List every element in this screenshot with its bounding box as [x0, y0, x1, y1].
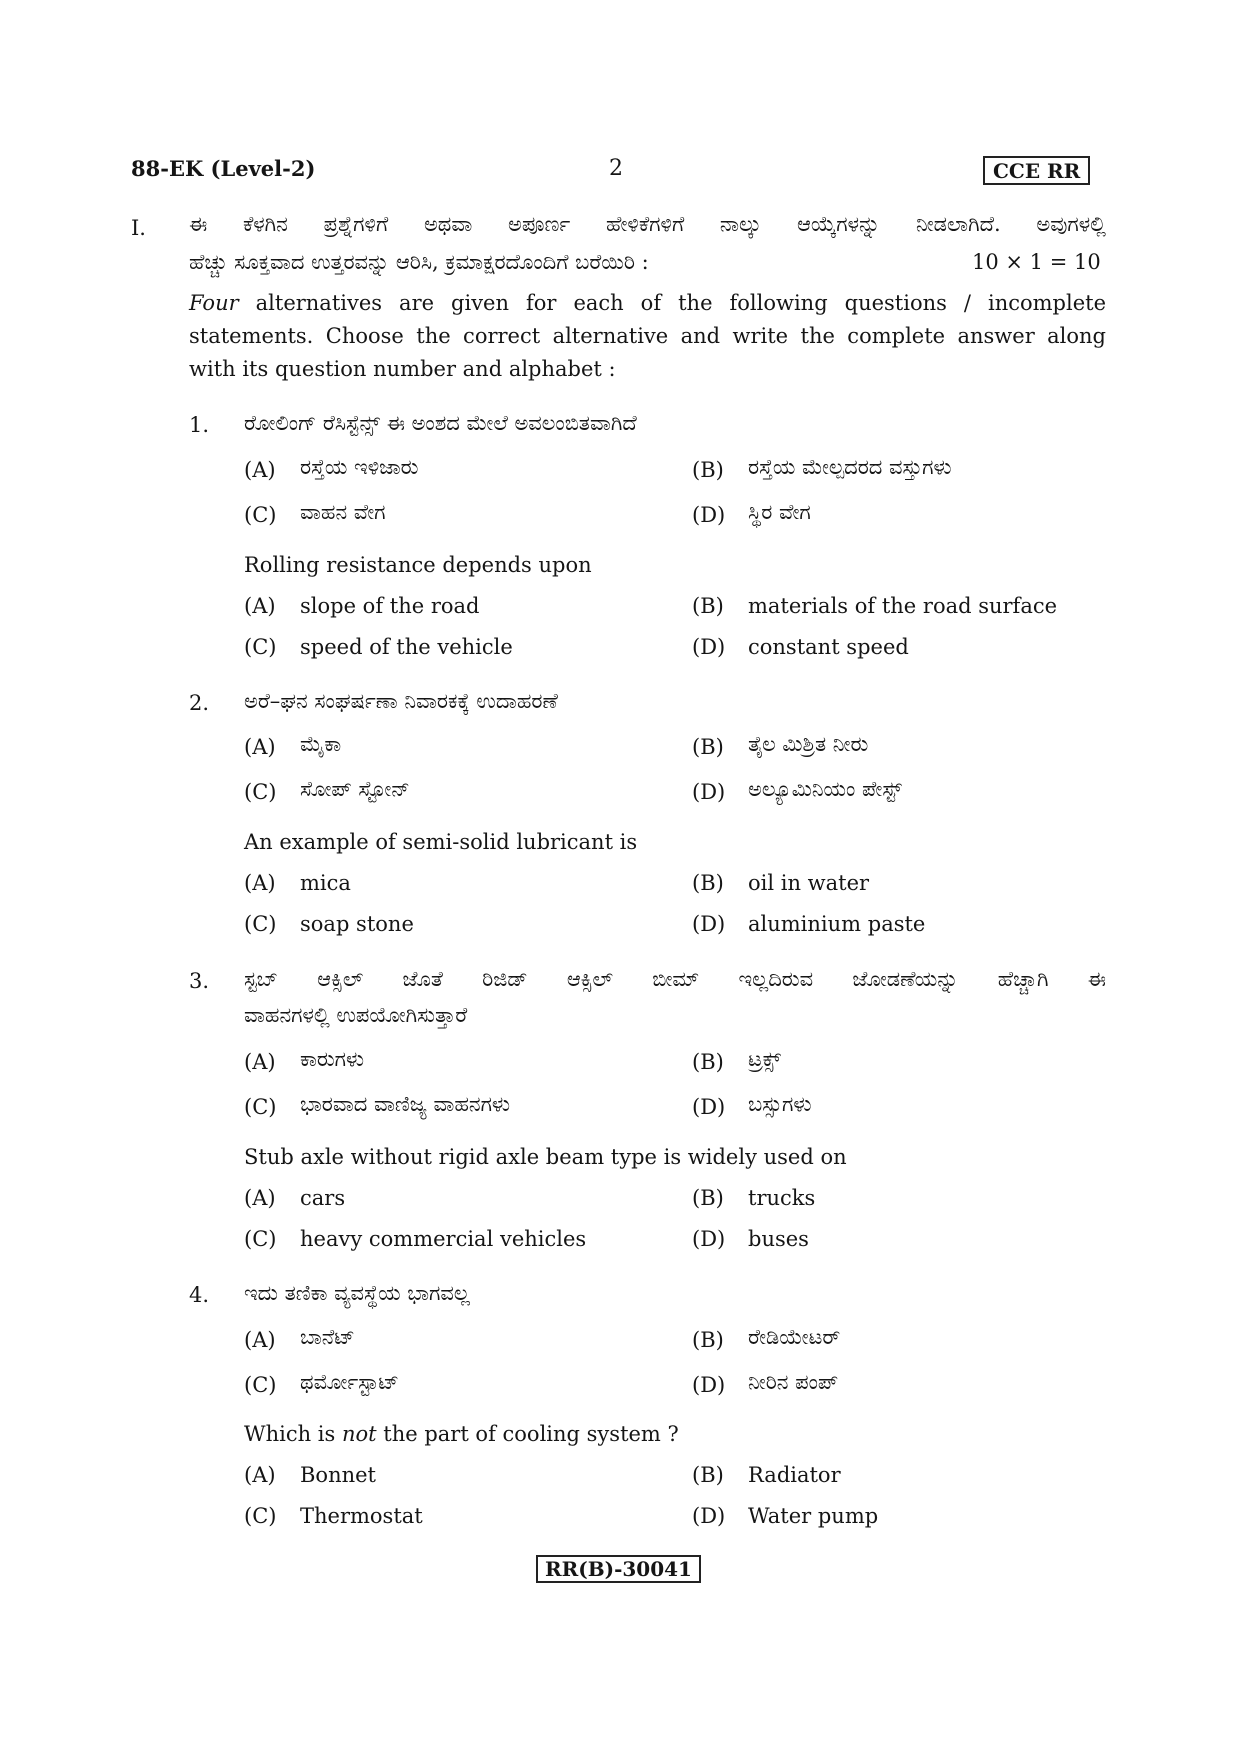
- option-letter: (A): [244, 1328, 276, 1352]
- option-text-kn: ಸ್ಥಿರ ವೇಗ: [748, 500, 811, 524]
- option-letter: (C): [244, 1095, 277, 1119]
- question-en-part1: Which is: [244, 1422, 342, 1446]
- question-en: An example of semi-solid lubricant is: [244, 830, 638, 854]
- page-number: 2: [609, 156, 623, 181]
- option-text-en: constant speed: [748, 635, 909, 659]
- question-kn-line1: ಸ್ಟಬ್ ಆಕ್ಸಿಲ್ ಜೊತೆ ರಿಜಿಡ್ ಆಕ್ಸಿಲ್ ಬೀಮ್ ಇಲ್ಲದಿರುವ ಜೋಡಣೆಯನ್ನು ಹೆಚ್ಚಾಗಿ ಈ: [244, 967, 1106, 991]
- question-number: 4.: [189, 1283, 210, 1307]
- question-en-part2: the part of cooling system ?: [376, 1422, 679, 1446]
- option-letter: (C): [244, 503, 277, 527]
- option-letter: (C): [244, 912, 277, 936]
- option-text-kn: ತೈಲ ಮಿಶ್ರಿತ ನೀರು: [748, 732, 869, 756]
- option-text-en: Water pump: [748, 1504, 879, 1528]
- option-text-en: Bonnet: [300, 1463, 376, 1487]
- option-text-kn: ಸೋಪ್ ಸ್ಟೋನ್: [300, 777, 410, 801]
- option-text-kn: ಬಸ್ಸುಗಳು: [748, 1092, 812, 1116]
- section-instruction-en-line1: [189, 291, 1106, 315]
- option-text-en: Thermostat: [300, 1504, 423, 1528]
- option-text-en: trucks: [748, 1186, 816, 1210]
- question-en: [244, 1422, 679, 1446]
- option-letter: (B): [692, 871, 724, 895]
- option-text-en: Radiator: [748, 1463, 841, 1487]
- option-text-kn: ಥರ್ಮೋಸ್ಟಾಟ್: [300, 1370, 399, 1394]
- footer-code: RR(B)-30041: [536, 1555, 701, 1583]
- option-letter: (A): [244, 871, 276, 895]
- option-letter: (D): [692, 1227, 726, 1251]
- option-text-en: aluminium paste: [748, 912, 926, 936]
- option-text-kn: ರಸ್ತೆಯ ಇಳಿಜಾರು: [300, 455, 419, 479]
- option-text-kn: ಅಲ್ಯೂಮಿನಿಯಂ ಪೇಸ್ಟ್: [748, 777, 902, 801]
- option-text-en: materials of the road surface: [748, 594, 1058, 618]
- marks-scheme: 10 × 1 = 10: [972, 250, 1101, 274]
- section-instruction-kn-line1: ಈ ಕೆಳಗಿನ ಪ್ರಶ್ನೆಗಳಿಗೆ ಅಥವಾ ಅಪೂರ್ಣ ಹೇಳಿಕೆಗಳಿಗೆ ನಾಲ್ಕು ಆಯ್ಕೆಗಳನ್ನು ನೀಡಲಾಗಿದೆ. ಅವುಗಳಲ್ಲಿ: [189, 212, 1106, 236]
- question-number: 2.: [189, 691, 210, 715]
- question-number: 1.: [189, 413, 210, 437]
- option-text-kn: ಕಾರುಗಳು: [300, 1047, 365, 1071]
- option-letter: (C): [244, 1227, 277, 1251]
- option-letter: (A): [244, 594, 276, 618]
- section-number: I.: [131, 216, 146, 240]
- option-letter: (C): [244, 635, 277, 659]
- option-text-en: heavy commercial vehicles: [300, 1227, 587, 1251]
- section-instruction-en-line3: with its question number and alphabet :: [189, 357, 616, 381]
- question-en: Stub axle without rigid axle beam type is widely used on: [244, 1145, 847, 1169]
- option-letter: (D): [692, 1095, 726, 1119]
- option-letter: (B): [692, 1186, 724, 1210]
- option-letter: (D): [692, 503, 726, 527]
- option-letter: (D): [692, 780, 726, 804]
- question-number: 3.: [189, 969, 210, 993]
- option-letter: (B): [692, 1463, 724, 1487]
- option-text-en: cars: [300, 1186, 346, 1210]
- option-letter: (B): [692, 735, 724, 759]
- option-letter: (B): [692, 1050, 724, 1074]
- cce-rr-badge: CCE RR: [983, 156, 1090, 185]
- option-letter: (A): [244, 1186, 276, 1210]
- option-text-kn: ಟ್ರಕ್ಸ್: [748, 1047, 781, 1071]
- option-text-kn: ಬಾನೆಟ್: [300, 1325, 355, 1349]
- option-letter: (B): [692, 594, 724, 618]
- option-letter: (A): [244, 1463, 276, 1487]
- instruction-en-line1-rest: alternatives are given for each of the following questions / incomplete: [238, 291, 1106, 315]
- question-en: Rolling resistance depends upon: [244, 553, 592, 577]
- option-text-en: slope of the road: [300, 594, 480, 618]
- section-instruction-en-line2: statements. Choose the correct alternative and write the complete answer along: [189, 324, 1106, 348]
- option-letter: (D): [692, 912, 726, 936]
- option-letter: (A): [244, 458, 276, 482]
- option-letter: (D): [692, 635, 726, 659]
- italic-four: Four: [189, 291, 239, 315]
- question-kn: ಅರೆ–ಘನ ಸಂಘರ್ಷಣಾ ನಿವಾರಕಕ್ಕೆ ಉದಾಹರಣೆ: [244, 689, 558, 713]
- option-text-kn: ಭಾರವಾದ ವಾಣಿಜ್ಯ ವಾಹನಗಳು: [300, 1092, 511, 1116]
- option-text-kn: ಮೈಕಾ: [300, 732, 342, 756]
- option-text-kn: ರೇಡಿಯೇಟರ್: [748, 1325, 841, 1349]
- question-en-italic-not: not: [341, 1422, 377, 1446]
- option-text-en: mica: [300, 871, 351, 895]
- option-text-en: oil in water: [748, 871, 870, 895]
- section-instruction-kn-line2: ಹೆಚ್ಚು ಸೂಕ್ತವಾದ ಉತ್ತರವನ್ನು ಆರಿಸಿ, ಕ್ರಮಾಕ್ಷರದೊಂದಿಗೆ ಬರೆಯಿರಿ :: [189, 250, 649, 274]
- question-kn-line2: ವಾಹನಗಳಲ್ಲಿ ಉಪಯೋಗಿಸುತ್ತಾರೆ: [244, 1003, 468, 1027]
- option-letter: (C): [244, 1504, 277, 1528]
- option-letter: (D): [692, 1504, 726, 1528]
- option-text-kn: ವಾಹನ ವೇಗ: [300, 500, 386, 524]
- option-text-kn: ನೀರಿನ ಪಂಪ್: [748, 1370, 839, 1394]
- option-text-kn: ರಸ್ತೆಯ ಮೇಲ್ಪದರದ ವಸ್ತುಗಳು: [748, 455, 952, 479]
- paper-code: 88-EK (Level-2): [131, 156, 316, 181]
- option-letter: (C): [244, 1373, 277, 1397]
- option-letter: (C): [244, 780, 277, 804]
- option-letter: (A): [244, 1050, 276, 1074]
- option-letter: (B): [692, 458, 724, 482]
- question-kn: ಇದು ತಣಿಕಾ ವ್ಯವಸ್ಥೆಯ ಭಾಗವಲ್ಲ: [244, 1281, 470, 1305]
- option-text-en: soap stone: [300, 912, 414, 936]
- option-text-en: speed of the vehicle: [300, 635, 513, 659]
- question-kn: ರೋಲಿಂಗ್ ರೆಸಿಸ್ಟೆನ್ಸ್ ಈ ಅಂಶದ ಮೇಲೆ ಅವಲಂಬಿತವಾಗಿದೆ: [244, 411, 637, 435]
- option-letter: (D): [692, 1373, 726, 1397]
- option-letter: (A): [244, 735, 276, 759]
- option-letter: (B): [692, 1328, 724, 1352]
- option-text-en: buses: [748, 1227, 809, 1251]
